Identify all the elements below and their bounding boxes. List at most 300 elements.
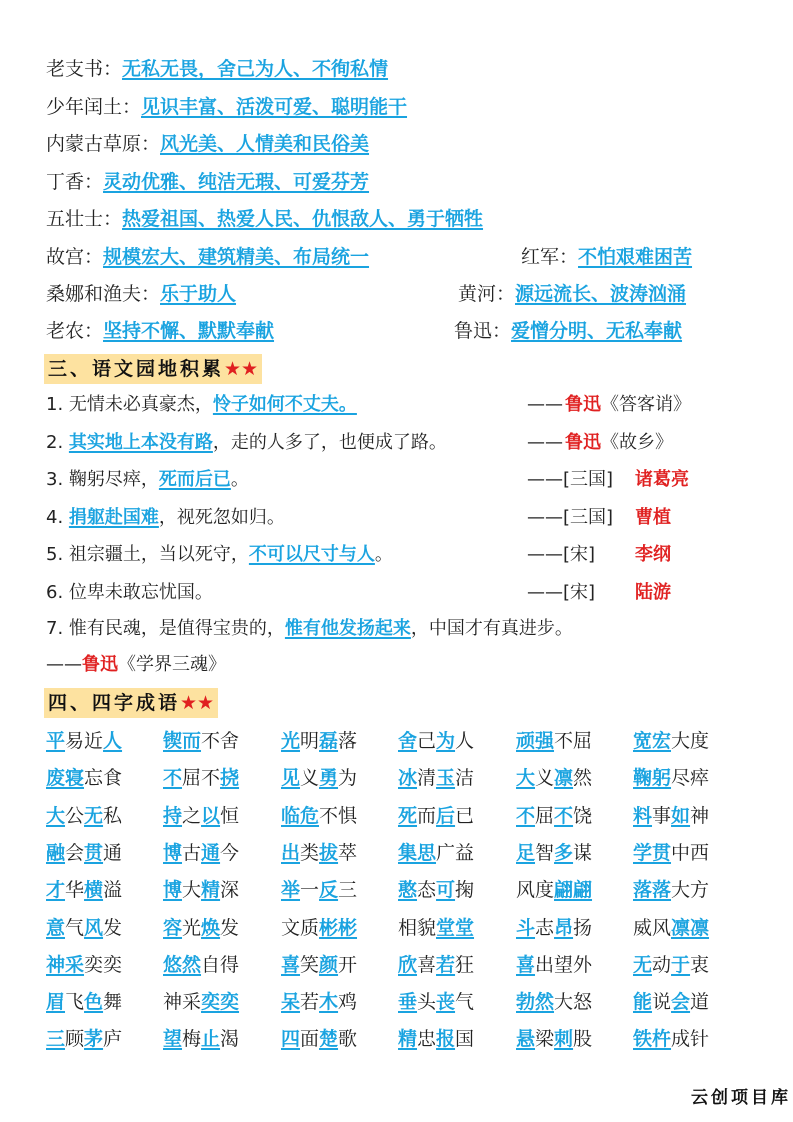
idiom-char: 落 — [338, 730, 358, 752]
character-desc: 风光美、人情美和民俗美 — [160, 133, 370, 155]
idiom-key-char: 精 — [201, 879, 221, 902]
idiom-key-char: 才 — [46, 879, 66, 902]
idiom-char: 若 — [300, 991, 320, 1014]
idiom-key-char: 焕 — [201, 916, 221, 939]
idiom-key-char: 呆 — [281, 991, 301, 1014]
idiom-key-char: 彬彬 — [319, 916, 358, 939]
idiom — [163, 726, 239, 756]
quote-dash: —— — [527, 506, 563, 528]
idiom-key-char: 欣 — [398, 953, 418, 976]
quote-work: 《答客诮》 — [601, 394, 691, 415]
idiom — [633, 950, 709, 980]
idiom — [46, 838, 122, 868]
idiom-key-char: 四 — [281, 1028, 301, 1051]
character-name: 老农： — [46, 320, 104, 342]
idiom — [398, 913, 474, 943]
quote-line — [46, 428, 447, 458]
idiom-key-char: 后 — [436, 804, 456, 827]
idiom-key-char: 以 — [201, 804, 221, 827]
idiom-key-char: 通 — [201, 841, 221, 864]
character-row — [46, 92, 407, 122]
idiom — [633, 763, 709, 793]
idiom-key-char: 凛凛 — [671, 916, 710, 939]
idiom-char: 大方 — [671, 879, 710, 902]
idiom-key-char: 为 — [436, 730, 456, 752]
idiom-key-char: 光 — [281, 730, 301, 752]
quote-text: 。 — [374, 544, 393, 565]
idiom-char: 己 — [417, 730, 437, 752]
idiom-key-char: 三 — [46, 1028, 66, 1051]
idiom-key-char: 精 — [398, 1028, 418, 1051]
character-desc: 规模宏大、建筑精美、布局统一 — [103, 246, 370, 268]
idiom — [633, 875, 709, 905]
idiom-char: 庐 — [103, 1028, 123, 1051]
idiom — [163, 763, 239, 793]
idiom — [281, 950, 357, 980]
idiom — [516, 801, 592, 831]
idiom-char: 相貌 — [398, 916, 437, 939]
idiom — [398, 763, 474, 793]
quote-source — [527, 578, 671, 608]
idiom-char: 大 — [182, 879, 202, 902]
idiom-char: 舞 — [103, 991, 123, 1014]
character-desc: 热爱祖国、热爱人民、仇恨敌人、勇于牺牲 — [122, 208, 484, 230]
idiom-key-char: 舍 — [398, 730, 418, 752]
quote-7-source: ——鲁迅《学界三魂》 — [46, 654, 226, 675]
idiom-key-char: 意 — [46, 916, 66, 939]
idiom-char: 为 — [338, 767, 358, 790]
quote-work: 《故乡》 — [601, 431, 673, 453]
idiom-char: 易近 — [65, 730, 104, 752]
idiom-key-char: 茅 — [84, 1028, 104, 1051]
idiom-char: 义 — [300, 767, 320, 790]
idiom — [281, 838, 357, 868]
idiom — [633, 1024, 709, 1054]
idiom-char: 自得 — [201, 953, 240, 976]
character-name: 桑娜和渔夫： — [46, 283, 161, 305]
quote-key: 其实地上本没有路 — [68, 431, 213, 453]
idiom-key-char: 临危 — [281, 804, 320, 827]
idiom-char: 发 — [220, 916, 240, 939]
idiom — [46, 726, 122, 756]
idiom-char: 饶 — [573, 804, 593, 827]
idiom-key-char: 神采 — [46, 953, 85, 976]
idiom-char: 发 — [103, 916, 123, 939]
idiom-key-char: 悠然 — [163, 953, 202, 976]
character-row — [458, 279, 686, 309]
idiom-key-char: 集思 — [398, 841, 437, 864]
idiom-key-char: 反 — [319, 879, 339, 902]
idiom-char: 头 — [417, 991, 437, 1014]
idiom — [398, 838, 474, 868]
idiom-key-char: 憨 — [398, 879, 418, 902]
idiom — [398, 726, 474, 756]
character-desc: 爱憎分明、无私奉献 — [511, 320, 683, 342]
idiom-char: 广益 — [436, 841, 475, 864]
idiom-char: 三 — [338, 879, 358, 902]
idiom-key-char: 不 — [554, 804, 574, 827]
idiom-char: 智 — [535, 841, 555, 864]
idiom-char: 深 — [220, 879, 240, 902]
quote-line — [46, 503, 285, 533]
idiom-key-char: 能 — [633, 991, 653, 1014]
idiom — [163, 838, 239, 868]
character-name: 黄河： — [458, 283, 516, 305]
idiom-char: 大怒 — [554, 991, 593, 1014]
idiom-char: 歌 — [338, 1028, 358, 1051]
character-desc: 灵动优雅、纯洁无瑕、可爱芬芳 — [103, 170, 370, 193]
idiom-key-char: 顽强 — [516, 730, 555, 752]
idiom — [46, 763, 122, 793]
idiom-key-char: 鞠躬 — [633, 767, 672, 790]
idiom-char: 衷 — [690, 953, 710, 976]
idiom-char: 洁 — [455, 767, 475, 790]
idiom-key-char: 容 — [163, 916, 183, 939]
idiom-char: 萃 — [338, 841, 358, 864]
idiom-char: 奕奕 — [84, 953, 123, 976]
idiom-char: 光 — [182, 916, 202, 939]
idiom-key-char: 大 — [516, 767, 536, 790]
idiom — [516, 913, 592, 943]
idiom — [46, 801, 122, 831]
character-row — [46, 242, 369, 272]
idiom-char: 神采 — [163, 991, 202, 1014]
idiom — [516, 838, 592, 868]
idiom-char: 事 — [652, 804, 672, 827]
quote-dash: —— — [527, 469, 563, 490]
idiom — [163, 950, 239, 980]
idiom — [398, 875, 474, 905]
idiom — [633, 801, 709, 831]
idiom — [516, 763, 592, 793]
quote-source — [527, 503, 671, 533]
idiom-key-char: 贯 — [84, 841, 104, 864]
idiom-key-char: 堂堂 — [436, 916, 475, 939]
idiom-key-char: 色 — [84, 991, 104, 1014]
character-row — [46, 167, 369, 197]
idiom-char: 不屈 — [554, 730, 593, 752]
idiom-char: 而 — [417, 804, 437, 827]
idiom-char: 神 — [690, 804, 710, 827]
idiom-char: 私 — [103, 804, 123, 827]
quote-source — [527, 540, 671, 570]
idiom-char: 气 — [65, 916, 85, 939]
quote-text: 5. 祖宗疆土，当以死守， — [46, 544, 249, 565]
idiom-char: 渴 — [220, 1028, 240, 1051]
idiom-char: 人 — [455, 730, 475, 752]
quote-author: 诸葛亮 — [635, 469, 689, 490]
idiom-char: 笑 — [300, 953, 320, 976]
quote-source — [527, 428, 673, 458]
idiom-char: 屈 — [535, 804, 555, 827]
quote-key: 死而后已 — [158, 469, 231, 490]
idiom-key-char: 木 — [319, 991, 339, 1014]
idiom — [516, 726, 592, 756]
idiom-char: 公 — [65, 804, 85, 827]
idiom — [281, 1024, 357, 1054]
quote-text: 2. — [46, 431, 69, 453]
idiom-char: 清 — [417, 767, 437, 790]
idiom-key-char: 无 — [84, 804, 104, 827]
idiom-key-char: 大 — [46, 804, 66, 827]
idiom-char: 忘食 — [84, 767, 123, 790]
idiom-key-char: 不 — [163, 767, 183, 790]
idiom-key-char: 无 — [633, 953, 653, 976]
idiom-char: 面 — [300, 1028, 320, 1051]
quote-line — [46, 390, 357, 420]
idiom-key-char: 昂 — [554, 916, 574, 939]
quote-7: 7. 惟有民魂，是值得宝贵的，惟有他发扬起来，中国才有真进步。 — [46, 618, 573, 639]
idiom — [633, 726, 709, 756]
idiom-char: 屈不 — [182, 767, 221, 790]
quote-author: 鲁迅 — [565, 394, 601, 415]
idiom — [281, 763, 357, 793]
idiom-key-char: 凛 — [554, 767, 574, 790]
idiom-char: 成针 — [671, 1028, 710, 1051]
footer-brand: 云创项目库 — [691, 1088, 791, 1108]
idiom — [163, 801, 239, 831]
character-row — [46, 279, 236, 309]
character-name: 内蒙古草原： — [46, 133, 161, 155]
idiom — [163, 875, 239, 905]
idiom — [281, 726, 357, 756]
quote-era: [三国] — [563, 506, 614, 528]
character-name: 五壮士： — [46, 208, 123, 230]
idiom-char: 通 — [103, 841, 123, 864]
idiom-char: 溢 — [103, 879, 123, 902]
character-name: 故宫： — [46, 246, 104, 268]
quote-key: 怜子如何不丈夫。 — [212, 394, 357, 415]
character-desc: 源远流长、波涛汹涌 — [515, 283, 687, 305]
quote-dash: —— — [527, 431, 563, 453]
idiom-char: 中西 — [671, 841, 710, 864]
idiom — [633, 913, 709, 943]
idiom-key-char: 挠 — [220, 767, 240, 790]
idiom-char: 尽瘁 — [671, 767, 710, 790]
idiom — [633, 987, 709, 1017]
idiom — [516, 875, 592, 905]
idiom-key-char: 废寝 — [46, 767, 85, 790]
idiom-key-char: 如 — [671, 804, 691, 827]
idiom-char: 恒 — [220, 804, 240, 827]
idiom-char: 古 — [182, 841, 202, 864]
character-desc: 不怕艰难困苦 — [578, 246, 693, 268]
idiom-char: 然 — [573, 767, 593, 790]
idiom-key-char: 横 — [84, 879, 104, 902]
idiom — [633, 838, 709, 868]
quote-dash: —— — [527, 394, 563, 415]
character-desc: 无私无畏，舍己为人、不徇私情 — [122, 58, 389, 80]
idiom-key-char: 玉 — [436, 767, 456, 790]
character-row — [454, 316, 682, 346]
idiom-key-char: 悬 — [516, 1028, 536, 1051]
quote-line — [46, 578, 213, 608]
idiom-key-char: 足 — [516, 841, 536, 864]
idiom-key-char: 博 — [163, 841, 183, 864]
idiom-key-char: 喜 — [516, 953, 536, 976]
idiom-char: 梅 — [182, 1028, 202, 1051]
idiom-key-char: 学贯 — [633, 841, 672, 864]
idiom-char: 一 — [300, 879, 320, 902]
idiom-key-char: 持 — [163, 804, 183, 827]
idiom — [398, 801, 474, 831]
idiom-key-char: 融 — [46, 841, 66, 864]
idiom-char: 掬 — [455, 879, 475, 902]
idiom-key-char: 颜 — [319, 953, 339, 976]
idiom-char: 志 — [535, 916, 555, 939]
idiom-char: 国 — [455, 1028, 475, 1051]
idiom-key-char: 不 — [516, 804, 536, 827]
section-heading-3: 三、语文园地积累★★ — [44, 354, 262, 384]
idiom-char: 道 — [690, 991, 710, 1014]
idiom-char: 不惧 — [319, 804, 358, 827]
idiom-key-char: 报 — [436, 1028, 456, 1051]
quote-key: 捐躯赴国难 — [68, 506, 159, 528]
idiom-char: 狂 — [455, 953, 475, 976]
idiom-key-char: 奕奕 — [201, 991, 240, 1014]
quote-key: 不可以尺寸与人 — [248, 544, 375, 565]
idiom — [46, 913, 122, 943]
quote-author: 李纲 — [635, 544, 671, 565]
idiom-char: 类 — [300, 841, 320, 864]
idiom — [398, 950, 474, 980]
quote-line — [46, 540, 393, 570]
idiom-char: 飞 — [65, 991, 85, 1014]
idiom-key-char: 斗 — [516, 916, 536, 939]
idiom-key-char: 铁杵 — [633, 1028, 672, 1051]
idiom-key-char: 人 — [103, 730, 123, 752]
idiom-key-char: 出 — [281, 841, 301, 864]
character-name: 红军： — [521, 246, 579, 268]
idiom-key-char: 刺 — [554, 1028, 574, 1051]
idiom — [46, 987, 122, 1017]
idiom-key-char: 风 — [84, 916, 104, 939]
idiom-char: 之 — [182, 804, 202, 827]
idiom-key-char: 喜 — [281, 953, 301, 976]
character-row — [46, 316, 274, 346]
idiom-char: 不舍 — [201, 730, 240, 752]
idiom-char: 忠 — [417, 1028, 437, 1051]
quote-text: ，走的人多了，也便成了路。 — [212, 431, 447, 453]
idiom-key-char: 丧 — [436, 991, 456, 1014]
idiom-char: 态 — [417, 879, 437, 902]
idiom-key-char: 楚 — [319, 1028, 339, 1051]
idiom-key-char: 博 — [163, 879, 183, 902]
idiom-key-char: 宽宏 — [633, 730, 672, 752]
idiom-key-char: 于 — [671, 953, 691, 976]
idiom-key-char: 举 — [281, 879, 301, 902]
idiom-char: 动 — [652, 953, 672, 976]
idiom-char: 梁 — [535, 1028, 555, 1051]
idiom-char: 会 — [65, 841, 85, 864]
idiom-key-char: 锲而 — [163, 730, 202, 752]
idiom-key-char: 死 — [398, 804, 418, 827]
idiom-key-char: 拔 — [319, 841, 339, 864]
idiom-char: 扬 — [573, 916, 593, 939]
idiom-key-char: 勇 — [319, 767, 339, 790]
idiom-char: 义 — [535, 767, 555, 790]
idiom-key-char: 平 — [46, 730, 66, 752]
idiom-char: 华 — [65, 879, 85, 902]
quote-dash: —— — [527, 581, 563, 603]
character-row — [521, 242, 692, 272]
quote-text: 。 — [230, 469, 249, 490]
idiom-char: 说 — [652, 991, 672, 1014]
idiom-char: 鸡 — [338, 991, 358, 1014]
character-desc: 坚持不懈、默默奉献 — [103, 320, 275, 342]
quote-text: ，视死忽如归。 — [158, 506, 285, 528]
idiom-key-char: 止 — [201, 1028, 221, 1051]
idiom-key-char: 见 — [281, 767, 301, 790]
idiom-char: 明 — [300, 730, 320, 752]
idiom-char: 文质 — [281, 916, 320, 939]
idiom-key-char: 垂 — [398, 991, 418, 1014]
quote-line — [46, 465, 249, 495]
idiom — [516, 987, 592, 1017]
idiom — [398, 1024, 474, 1054]
idiom — [163, 913, 239, 943]
idiom-key-char: 翩翩 — [554, 879, 593, 902]
idiom-key-char: 磊 — [319, 730, 339, 752]
character-row — [46, 54, 388, 84]
quote-source — [527, 390, 691, 420]
idiom-char: 气 — [455, 991, 475, 1014]
idiom-char: 开 — [338, 953, 358, 976]
idiom — [163, 987, 239, 1017]
character-name: 少年闰土： — [46, 95, 142, 118]
character-name: 老支书： — [46, 58, 123, 80]
quote-text: 3. 鞠躬尽瘁， — [46, 469, 159, 490]
quote-author: 曹植 — [635, 506, 671, 528]
idiom-char: 风度 — [516, 879, 555, 902]
idiom — [281, 913, 357, 943]
character-row — [46, 204, 483, 234]
idiom — [516, 950, 592, 980]
idiom-key-char: 勃然 — [516, 991, 555, 1014]
idiom-key-char: 多 — [554, 841, 574, 864]
quote-era: [宋] — [563, 544, 596, 565]
idiom-key-char: 料 — [633, 804, 653, 827]
idiom-char: 出望外 — [535, 953, 593, 976]
section-heading-4: 四、四字成语★★ — [44, 688, 218, 718]
quote-era: [三国] — [563, 469, 614, 490]
idiom-key-char: 落落 — [633, 879, 672, 902]
quote-author: 鲁迅 — [565, 431, 601, 453]
quote-text: 4. — [46, 506, 69, 528]
quote-era: [宋] — [563, 581, 596, 603]
idiom — [46, 875, 122, 905]
idiom — [163, 1024, 239, 1054]
idiom — [281, 875, 357, 905]
idiom — [46, 950, 122, 980]
idiom-key-char: 眉 — [46, 991, 66, 1014]
idiom-key-char: 望 — [163, 1028, 183, 1051]
quote-author: 陆游 — [635, 581, 671, 603]
idiom-key-char: 若 — [436, 953, 456, 976]
character-row — [46, 129, 369, 159]
idiom-key-char: 会 — [671, 991, 691, 1014]
idiom — [281, 987, 357, 1017]
idiom-char: 威风 — [633, 916, 672, 939]
quote-text: 1. 无情未必真豪杰， — [46, 394, 213, 415]
character-name: 丁香： — [46, 170, 104, 193]
idiom-char: 谋 — [573, 841, 593, 864]
character-desc: 乐于助人 — [160, 283, 237, 305]
character-name: 鲁迅： — [454, 320, 512, 342]
idiom — [281, 801, 357, 831]
character-desc: 见识丰富、活泼可爱、聪明能干 — [141, 95, 408, 118]
quote-dash: —— — [527, 544, 563, 565]
